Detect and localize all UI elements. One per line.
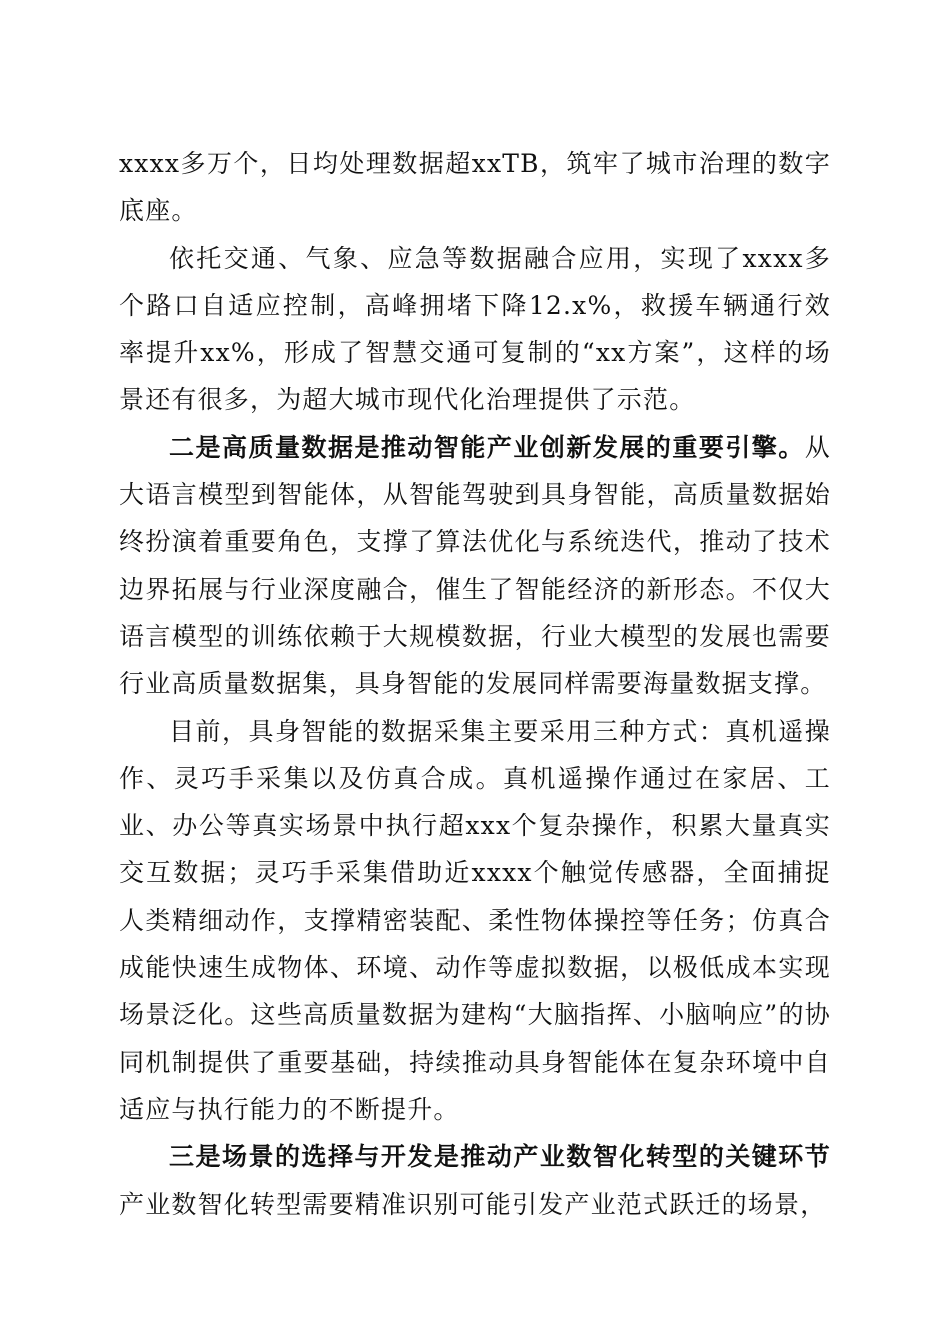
paragraph-text: 产业数智化转型需要精准识别可能引发产业范式跃迁的场景， [119, 1189, 827, 1219]
paragraph-continuation [119, 140, 831, 235]
paragraph-text: 目前，具身智能的数据采集主要采用三种方式：真机遥操作、灵巧手采集以及仿真合成。真机遥操作通过在家居、工业、办公等真实场景中执行超xxx个复杂操作，积累大量真实交互数据；灵巧手采集借助近xxxx个触觉传感器，全面捕捉人类精细动作，支撑精密装配、柔性物体操控等任务；仿真合成能快速生成物体、环境、动作等虚拟数据，以极低成本实现场景泛化。这些高质量数据为建构“大脑指挥、小脑响应”的协同机制提供了重要基础，持续推动具身智能体在复杂环境中自适应与执行能力的不断提升。 [119, 716, 831, 1124]
paragraph-lead-heading: 三是场景的选择与开发是推动产业数智化转型的关键环节 [169, 1142, 831, 1172]
paragraph-lead-heading: 二是高质量数据是推动智能产业创新发展的重要引擎。 [169, 432, 805, 462]
paragraph-traffic [119, 235, 831, 424]
document-body [119, 140, 831, 1228]
paragraph-text: xxxx多万个，日均处理数据超xxTB，筑牢了城市治理的数字底座。 [119, 149, 831, 226]
paragraph-text: 从大语言模型到智能体，从智能驾驶到具身智能，高质量数据始终扮演着重要角色，支撑了算法优化与系统迭代，推动了技术边界拓展与行业深度融合，催生了智能经济的新形态。不仅大语言模型的训练依赖于大规模数据，行业大模型的发展也需要行业高质量数据集，具身智能的发展同样需要海量数据支撑。 [119, 432, 831, 699]
paragraph-point-two [119, 424, 831, 708]
paragraph-embodied-data [119, 708, 831, 1134]
paragraph-text: 依托交通、气象、应急等数据融合应用，实现了xxxx多个路口自适应控制，高峰拥堵下降12.x%，救援车辆通行效率提升xx%，形成了智慧交通可复制的“xx方案”，这样的场景还有很多，为超大城市现代化治理提供了示范。 [119, 243, 831, 415]
paragraph-point-three [119, 1133, 831, 1228]
